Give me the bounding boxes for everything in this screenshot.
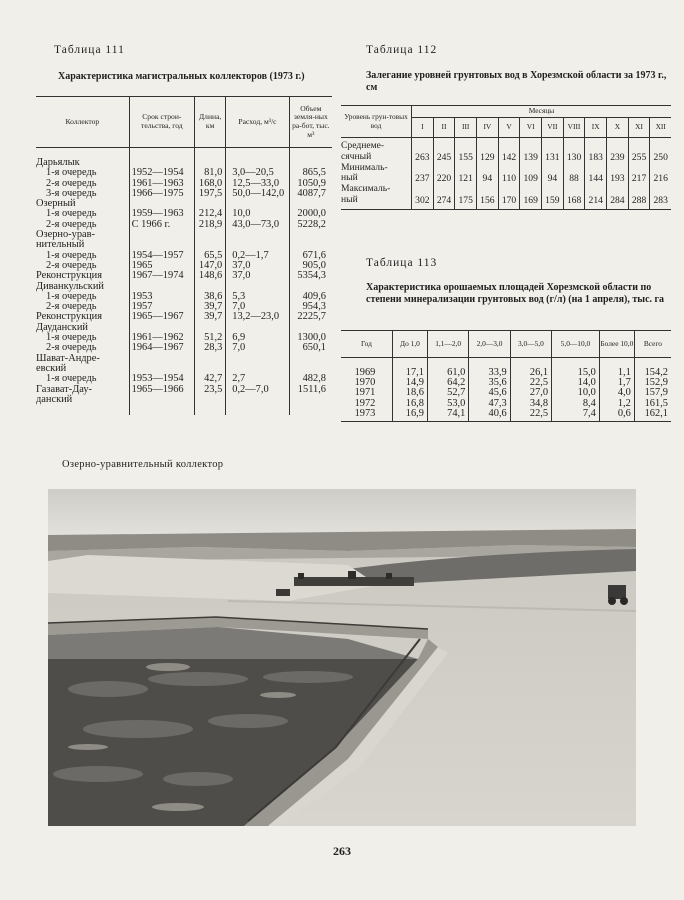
- t112-cell: 216: [650, 173, 671, 184]
- t111-header: Длина, км: [195, 97, 226, 148]
- t113-cell: 1969: [354, 367, 376, 378]
- t111-cell: Шават-Андре-: [36, 352, 100, 364]
- t112-spacer: [520, 184, 542, 195]
- t111-cell: 28,3: [195, 343, 226, 353]
- t111-cell: 212,4: [195, 209, 226, 219]
- t111-cell: 2225,7: [289, 312, 332, 322]
- t111-header: Срок строи-тельства, год: [129, 97, 194, 148]
- t113-cell: 152,9: [634, 378, 671, 388]
- t112-cell: 220: [433, 173, 455, 184]
- month-header: IX: [585, 118, 607, 138]
- t113-header: 2,0—3,0: [469, 331, 510, 358]
- table-row: [36, 148, 332, 169]
- t112-spacer: [628, 163, 650, 174]
- t111-cell: Озерно-урав-: [36, 229, 96, 241]
- t111-cell: 7,0: [226, 302, 289, 312]
- t112-spacer: [433, 163, 455, 174]
- t113-cell: 1973: [341, 409, 392, 422]
- t112-cell: 88: [563, 173, 585, 184]
- t111-cell: 3-я очередь: [46, 187, 97, 199]
- t111-cell: 1-я очередь: [46, 373, 97, 385]
- t113-cell: 40,6: [469, 409, 510, 422]
- t112-cell: 250: [650, 152, 671, 163]
- photo-caption: Озерно-уравнительный коллектор: [62, 459, 224, 470]
- t112-spacer: [542, 184, 564, 195]
- t111-cell: 197,5: [195, 189, 226, 199]
- t111-cell: 1-я очередь: [46, 167, 97, 179]
- t111-cell: [289, 354, 332, 364]
- t111-cell: 13,2—23,0: [226, 312, 289, 322]
- t112-spacer: [433, 138, 455, 152]
- t113-cell: 47,3: [469, 399, 510, 409]
- t113-header: Год: [341, 331, 392, 358]
- t111-cell: [289, 230, 332, 240]
- t111-header: Объем земля-ных ра-бот, тыс. м³: [289, 97, 332, 148]
- t111-cell: 954,3: [289, 302, 332, 312]
- t113-cell: 22,5: [510, 378, 551, 388]
- t111-cell: 1952—1954: [129, 168, 194, 178]
- t111-cell: 905,0: [289, 261, 332, 271]
- t112-cell: 283: [650, 195, 671, 210]
- t111-cell: [195, 230, 226, 240]
- month-header: I: [412, 118, 434, 138]
- t111-cell: 1050,9: [289, 179, 332, 189]
- t112-spacer: [542, 163, 564, 174]
- t111-cell: [195, 395, 226, 415]
- month-header: II: [433, 118, 455, 138]
- t111-cell: 168,0: [195, 179, 226, 189]
- t111-cell: 1300,0: [289, 333, 332, 343]
- month-header: III: [455, 118, 477, 138]
- t111-cell: 1957: [129, 302, 194, 312]
- month-header: IV: [477, 118, 499, 138]
- t111-cell: 37,0: [226, 261, 289, 271]
- t111-cell: [129, 395, 194, 415]
- t111-cell: 39,7: [195, 312, 226, 322]
- t113-cell: 1971: [354, 387, 376, 399]
- t112-cell: 169: [520, 195, 542, 210]
- t112-cell: 263: [412, 152, 434, 163]
- t112-spacer: [520, 138, 542, 152]
- table-row: [341, 409, 671, 422]
- t111-cell: 1-я очередь: [46, 208, 97, 220]
- t111-cell: 1966—1975: [129, 189, 194, 199]
- t113-cell: 154,2: [634, 358, 671, 379]
- t111-cell: 1961—1963: [129, 179, 194, 189]
- t112-spacer: [412, 184, 434, 195]
- t111-cell: 218,9: [195, 220, 226, 230]
- t112-cell: 284: [607, 195, 629, 210]
- t112-spacer: [585, 138, 607, 152]
- t111-cell: 2,7: [226, 374, 289, 384]
- t112-spacer: [650, 184, 671, 195]
- t111-cell: 0,2—7,0: [226, 385, 289, 395]
- t111-cell: 1965—1966: [129, 385, 194, 395]
- t111-cell: 7,0: [226, 343, 289, 353]
- t112-cell: 129: [477, 152, 499, 163]
- t112-cell: 159: [542, 195, 564, 210]
- t111-cell: 482,8: [289, 374, 332, 384]
- t112-spacer: [542, 138, 564, 152]
- t113-cell: 74,1: [427, 409, 468, 422]
- t111-cell: Дауданский: [36, 321, 88, 333]
- t112-spacer: [650, 138, 671, 152]
- table-111: [36, 96, 332, 415]
- t111-cell: 81,0: [195, 168, 226, 178]
- t111-cell: [226, 354, 289, 364]
- t112-spacer: [628, 138, 650, 152]
- t113-cell: 1972: [354, 397, 376, 409]
- t112-row-label: ный: [341, 195, 412, 210]
- t112-cell: 155: [455, 152, 477, 163]
- t113-cell: 1,1: [599, 358, 634, 379]
- t112-cell: 255: [628, 152, 650, 163]
- t112-spacer: [498, 184, 520, 195]
- t112-spacer: [433, 184, 455, 195]
- t113-cell: 45,6: [469, 388, 510, 398]
- t111-cell: 2000,0: [289, 209, 332, 219]
- t111-cell: 147,0: [195, 261, 226, 271]
- t113-header: 1,1—2,0: [427, 331, 468, 358]
- t113-cell: 17,1: [392, 358, 427, 379]
- t113-header: Более 10,0: [599, 331, 634, 358]
- t111-cell: 1961—1962: [129, 333, 194, 343]
- month-header: XI: [628, 118, 650, 138]
- t112-spacer: [455, 163, 477, 174]
- t113-header: Всего: [634, 331, 671, 358]
- t112-cell: 245: [433, 152, 455, 163]
- t112-spacer: [607, 184, 629, 195]
- t111-cell: 1953—1954: [129, 374, 194, 384]
- t112-spacer: [607, 138, 629, 152]
- table-row: [36, 354, 332, 364]
- t111-cell: 2-я очередь: [46, 218, 97, 230]
- t112-cell: 130: [563, 152, 585, 163]
- t111-cell: [129, 354, 194, 364]
- t111-cell: 1-я очередь: [46, 332, 97, 344]
- table-row: [341, 195, 671, 210]
- t112-row-label: Минималь-: [341, 161, 388, 173]
- t111-cell: Газават-Дау-: [36, 383, 93, 395]
- t112-cell: 94: [542, 173, 564, 184]
- table-113-number: Таблица 113: [366, 257, 438, 269]
- t111-cell: 1-я очередь: [46, 249, 97, 261]
- t112-cell: 183: [585, 152, 607, 163]
- t113-cell: 0,6: [599, 409, 634, 422]
- month-header: X: [607, 118, 629, 138]
- t111-cell: 2-я очередь: [46, 301, 97, 313]
- t113-cell: 61,0: [427, 358, 468, 379]
- t113-cell: 33,9: [469, 358, 510, 379]
- t111-cell: 6,9: [226, 333, 289, 343]
- t111-cell: 2-я очередь: [46, 259, 97, 271]
- t113-cell: 15,0: [552, 358, 600, 379]
- t112-spacer: [563, 163, 585, 174]
- t112-cell: 139: [520, 152, 542, 163]
- table-112-number: Таблица 112: [366, 44, 438, 56]
- t112-spacer: [563, 184, 585, 195]
- t111-cell: 1967—1974: [129, 271, 194, 281]
- t113-cell: 14,0: [552, 378, 600, 388]
- t112-cell: 142: [498, 152, 520, 163]
- t111-cell: 5,3: [226, 292, 289, 302]
- t112-cell: 288: [628, 195, 650, 210]
- t113-header: 5,0—10,0: [552, 331, 600, 358]
- t112-spacer: [585, 163, 607, 174]
- t111-cell: С 1966 г.: [129, 220, 194, 230]
- t112-spacer: [563, 138, 585, 152]
- t112-spacer: [412, 138, 434, 152]
- t113-header: 3,0—5,0: [510, 331, 551, 358]
- t112-spacer: [477, 163, 499, 174]
- t111-cell: 1965: [129, 261, 194, 271]
- t112-cell: 121: [455, 173, 477, 184]
- t111-cell: [226, 230, 289, 240]
- t111-cell: 1511,6: [289, 385, 332, 395]
- t111-cell: Озерный: [36, 198, 76, 210]
- t111-cell: 5354,3: [289, 271, 332, 281]
- t112-spacer: [477, 184, 499, 195]
- t112-cell: 110: [498, 173, 520, 184]
- table-112: [341, 105, 671, 210]
- t112-cell: 237: [412, 173, 434, 184]
- page-number: 263: [333, 844, 351, 858]
- t113-cell: 22,5: [510, 409, 551, 422]
- t112-row-label: Максималь-: [341, 183, 391, 194]
- t111-cell: [289, 148, 332, 169]
- t111-cell: 4087,7: [289, 189, 332, 199]
- t113-cell: 16,9: [392, 409, 427, 422]
- t113-cell: 26,1: [510, 358, 551, 379]
- t112-cell: 217: [628, 173, 650, 184]
- t111-cell: [129, 148, 194, 169]
- collector-photo: [48, 489, 636, 826]
- t112-cell: 214: [585, 195, 607, 210]
- table-row: [341, 184, 671, 195]
- t113-header: До 1,0: [392, 331, 427, 358]
- t112-cell: 94: [477, 173, 499, 184]
- t113-cell: 64,2: [427, 378, 468, 388]
- t111-cell: евский: [36, 362, 67, 374]
- t111-cell: Дарьялык: [36, 157, 80, 168]
- t111-cell: 37,0: [226, 271, 289, 281]
- t112-cell: 170: [498, 195, 520, 210]
- t111-cell: 865,5: [289, 168, 332, 178]
- t112-spacer: [520, 163, 542, 174]
- t112-cell: 239: [607, 152, 629, 163]
- t111-cell: данский: [36, 393, 73, 405]
- t112-row-header: Уровень грун-товых вод: [341, 106, 412, 138]
- t113-cell: 157,9: [634, 388, 671, 398]
- t113-cell: 27,0: [510, 388, 551, 398]
- t111-cell: 39,7: [195, 302, 226, 312]
- t111-cell: [195, 354, 226, 364]
- t113-cell: 7,4: [552, 409, 600, 422]
- month-header: VI: [520, 118, 542, 138]
- t113-cell: 10,0: [552, 388, 600, 398]
- t111-cell: 42,7: [195, 374, 226, 384]
- t111-cell: Диванкульский: [36, 280, 104, 292]
- t113-cell: 8,4: [552, 399, 600, 409]
- t112-cell: 156: [477, 195, 499, 210]
- table-111-number: Таблица 111: [54, 44, 125, 56]
- t111-cell: [129, 230, 194, 240]
- t112-cell: 274: [433, 195, 455, 210]
- t111-header: Коллектор: [36, 97, 129, 148]
- t112-spacer: [412, 163, 434, 174]
- t111-cell: 650,1: [289, 343, 332, 353]
- t112-spacer: [498, 163, 520, 174]
- t111-cell: 1964—1967: [129, 343, 194, 353]
- t113-cell: 161,5: [634, 399, 671, 409]
- table-112-title: Залегание уровней грунтовых вод в Хорезмской области за 1973 г., см: [366, 70, 667, 93]
- t111-cell: 2-я очередь: [46, 177, 97, 189]
- t112-cell: 109: [520, 173, 542, 184]
- t113-cell: 35,6: [469, 378, 510, 388]
- table-row: [341, 138, 671, 152]
- t112-spacer: [650, 163, 671, 174]
- t111-cell: [195, 148, 226, 169]
- table-row: [341, 152, 671, 163]
- t111-cell: 409,6: [289, 292, 332, 302]
- table-row: [36, 385, 332, 395]
- t111-header: Расход, м³/с: [226, 97, 289, 148]
- t113-cell: 53,0: [427, 399, 468, 409]
- t111-cell: Реконструкция: [36, 270, 103, 282]
- t111-cell: 671,6: [289, 251, 332, 261]
- table-row: [341, 358, 671, 379]
- t111-cell: 1965—1967: [129, 312, 194, 322]
- t111-cell: 23,5: [195, 385, 226, 395]
- t112-spacer: [455, 138, 477, 152]
- t111-cell: Реконструкция: [36, 311, 103, 323]
- t111-cell: 1953: [129, 292, 194, 302]
- table-row: [36, 395, 332, 415]
- t112-cell: 193: [607, 173, 629, 184]
- t113-cell: 1970: [354, 377, 376, 389]
- t112-spacer: [607, 163, 629, 174]
- t113-cell: 1,7: [599, 378, 634, 388]
- t111-cell: [226, 148, 289, 169]
- t112-cell: 175: [455, 195, 477, 210]
- t112-cell: 302: [412, 195, 434, 210]
- t111-cell: 38,6: [195, 292, 226, 302]
- table-113-title: Характеристика орошаемых площадей Хорезмской области по степени минерализации грунтовых вод (г/л) (на 1 апреля), тыс. га: [366, 282, 665, 305]
- t113-cell: 1,2: [599, 399, 634, 409]
- t111-cell: 148,6: [195, 271, 226, 281]
- t113-cell: 16,8: [392, 399, 427, 409]
- t111-cell: 51,2: [195, 333, 226, 343]
- t111-cell: 1954—1957: [129, 251, 194, 261]
- month-header: XII: [650, 118, 671, 138]
- t113-cell: 4,0: [599, 388, 634, 398]
- t111-cell: [289, 395, 332, 415]
- table-111-title: Характеристика магистральных коллекторов (1973 г.): [58, 71, 305, 82]
- table-row: [36, 374, 332, 384]
- t112-cell: 144: [585, 173, 607, 184]
- t112-row-label: сячный: [341, 150, 372, 162]
- month-header: VIII: [563, 118, 585, 138]
- t111-cell: [226, 395, 289, 415]
- t112-spacer: [628, 184, 650, 195]
- table-row: [36, 189, 332, 199]
- t111-cell: 12,5—33,0: [226, 179, 289, 189]
- t112-spacer: [585, 184, 607, 195]
- t112-spacer: [498, 138, 520, 152]
- t112-group-header: Месяцы: [412, 106, 672, 118]
- t111-cell: 10,0: [226, 209, 289, 219]
- t111-cell: 0,2—1,7: [226, 251, 289, 261]
- t111-cell: 43,0—73,0: [226, 220, 289, 230]
- table-row: [341, 163, 671, 174]
- t113-cell: 52,7: [427, 388, 468, 398]
- t111-cell: 1959—1963: [129, 209, 194, 219]
- month-header: VII: [542, 118, 564, 138]
- t112-row-label: ный: [341, 172, 358, 184]
- table-113: [341, 330, 671, 422]
- t112-row-label: Среднеме-: [341, 140, 385, 151]
- t113-cell: 162,1: [634, 409, 671, 422]
- t112-cell: 131: [542, 152, 564, 163]
- t113-cell: 14,9: [392, 378, 427, 388]
- t112-spacer: [477, 138, 499, 152]
- t111-cell: 3,0—20,5: [226, 168, 289, 178]
- t111-cell: нительный: [36, 239, 85, 251]
- t112-cell: 168: [563, 195, 585, 210]
- month-header: V: [498, 118, 520, 138]
- t111-cell: 2-я очередь: [46, 342, 97, 354]
- t111-cell: 5228,2: [289, 220, 332, 230]
- t111-cell: 1-я очередь: [46, 290, 97, 302]
- table-row: [341, 173, 671, 184]
- t113-cell: 34,8: [510, 399, 551, 409]
- t111-cell: 65,5: [195, 251, 226, 261]
- t113-cell: 18,6: [392, 388, 427, 398]
- t112-spacer: [455, 184, 477, 195]
- t111-cell: 50,0—142,0: [226, 189, 289, 199]
